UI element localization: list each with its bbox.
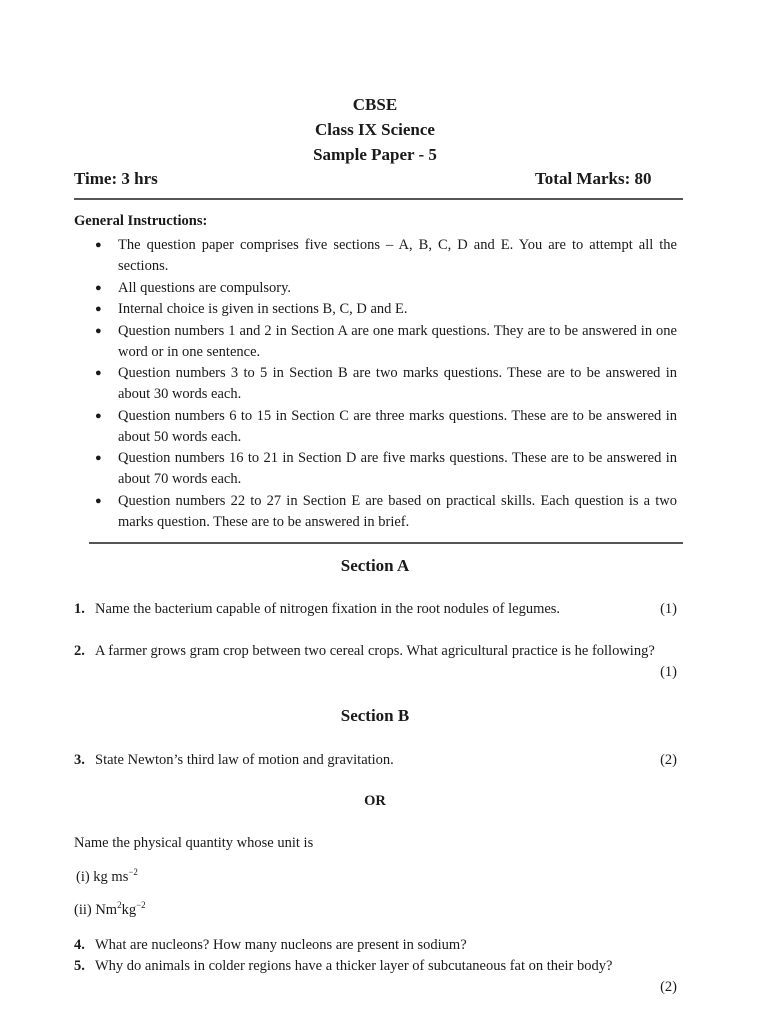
section-b-heading: Section B <box>340 706 410 725</box>
instruction-item: ● Question numbers 22 to 27 in Section E are based on practical skills. Each question is a two marks question. These are to be answered in brief. <box>95 492 677 530</box>
question-number: 3. <box>74 752 85 768</box>
question-number: 4. <box>74 937 85 953</box>
instruction-item: ● Internal choice is given in sections B, C, D and E. <box>95 299 677 320</box>
question-text: What are nucleons? How many nucleons are present in sodium? <box>95 937 467 953</box>
class-subject-title: Class IX Science <box>315 120 435 139</box>
general-instructions-title: General Instructions: <box>74 213 208 229</box>
question-text: Why do animals in colder regions have a thicker layer of subcutaneous fat on their body? <box>95 958 613 974</box>
instructions-list <box>95 235 677 533</box>
bullet-icon: ● <box>95 367 102 379</box>
bullet-icon: ● <box>95 303 102 315</box>
question-number: 1. <box>74 601 85 617</box>
question-text: State Newton’s third law of motion and gravitation. <box>95 752 394 768</box>
question-marks: (1) <box>660 601 677 617</box>
header-divider <box>74 198 683 200</box>
question-text: A farmer grows gram crop between two cereal crops. What agricultural practice is he following? <box>95 643 655 659</box>
unit-option-i: (i) kg $ms^{-2}$ <box>76 867 138 885</box>
instruction-item: ● The question paper comprises five sections – A, B, C, D and E. You are to attempt all the sections. <box>95 237 677 274</box>
bullet-icon: ● <box>95 324 102 337</box>
question-text: Name the bacterium capable of nitrogen fixation in the root nodules of legumes. <box>95 601 561 617</box>
time-label: Time: 3 hrs <box>74 169 158 188</box>
question-4 <box>74 935 677 956</box>
question-5 <box>74 956 677 995</box>
instruction-item: ● Question numbers 1 and 2 in Section A are one mark questions. They are to be answered in one word or in one sentence. <box>95 322 677 360</box>
bullet-icon: ● <box>95 494 102 507</box>
bullet-icon: ● <box>95 409 102 422</box>
section-a-heading: Section A <box>340 556 410 575</box>
question-marks: (2) <box>660 752 677 768</box>
bullet-icon: ● <box>95 239 102 251</box>
question-number: 2. <box>74 643 85 659</box>
instruction-item: ● Question numbers 16 to 21 in Section D are five marks questions. These are to be answered in about 70 words each. <box>95 450 677 487</box>
question-marks: (1) <box>660 664 677 680</box>
question-1 <box>74 599 677 620</box>
instruction-item: ● Question numbers 6 to 15 in Section C are three marks questions. These are to be answered in about 50 words each. <box>95 407 677 445</box>
paper-title: Sample Paper - 5 <box>313 145 437 164</box>
question-2 <box>74 641 677 680</box>
bullet-icon: ● <box>95 281 102 294</box>
bullet-icon: ● <box>95 452 102 464</box>
instructions-divider <box>89 542 683 544</box>
board-title: CBSE <box>352 95 398 114</box>
alternative-question-intro: Name the physical quantity whose unit is <box>74 835 314 851</box>
question-marks: (2) <box>660 979 677 995</box>
total-marks-label: Total Marks: 80 <box>535 169 652 188</box>
instruction-item: ● Question numbers 3 to 5 in Section B are two marks questions. These are to be answered in about 30 words each. <box>95 365 677 402</box>
question-number: 5. <box>74 958 85 974</box>
question-3 <box>74 750 677 771</box>
instruction-item: ● All questions are compulsory. <box>95 278 677 299</box>
or-label: OR <box>364 793 386 809</box>
unit-option-ii: (ii) $Nm^2kg^{-2}$ <box>74 900 146 918</box>
